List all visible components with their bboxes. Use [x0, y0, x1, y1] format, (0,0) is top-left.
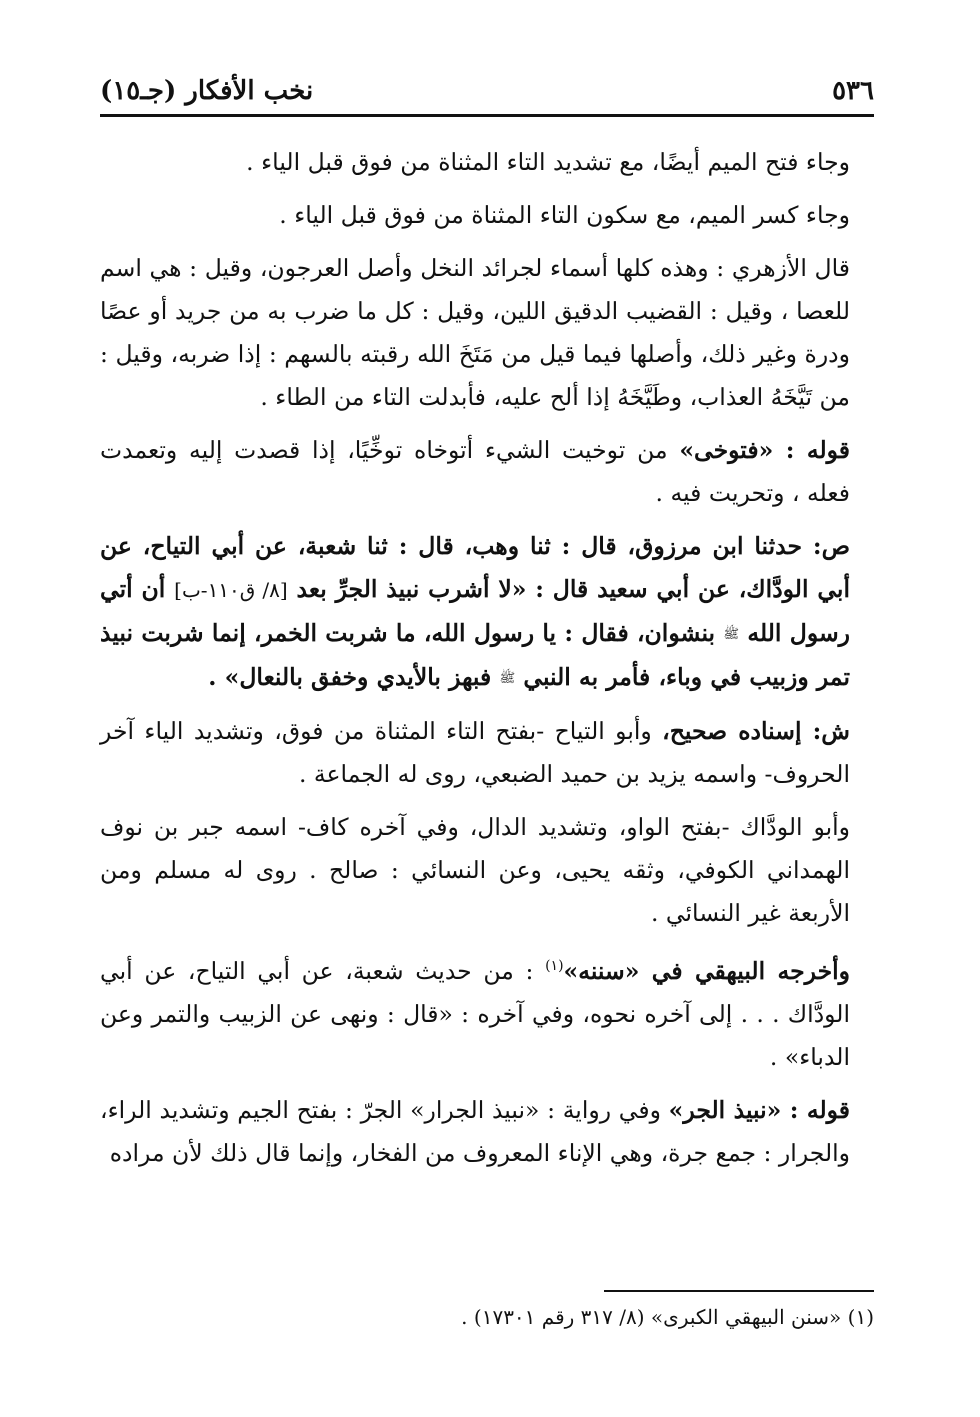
paragraph: قال الأزهري : وهذه كلها أسماء لجرائد النخل وأصل العرجون، وقيل : هي اسم للعصا ، وقيل : القضيب الدقيق اللين، وقيل : كل ما ضرب به من جريد أو عصًا ودرة وغير ذلك، وأصلها فيما قيل من مَتَخَ الله رقبته بالسهم : إذا ضربه، وقيل : من تَيَّخَهُ العذاب، وطَيَّخَهُ إذا ألح عليه، فأبدلت التاء من الطاء .	[100, 254, 850, 411]
document-page	[100, 70, 874, 1350]
commentary-lead: قوله : «نبيذ الجر»	[668, 1095, 850, 1124]
paragraph	[100, 1089, 874, 1175]
paragraph	[100, 710, 874, 796]
paragraph-text: : من حديث شعبة، عن أبي التياح، عن أبي الودَّاك . . . إلى آخره نحوه، وفي آخره : «قال : ونهى عن الزبيب والتمر وعن الدباء» .	[100, 956, 850, 1071]
hadith-text: أن أتي رسول الله	[100, 575, 850, 647]
hadith-text: ص: حدثنا ابن مرزوق، قال : ثنا وهب، قال : ثنا شعبة، عن أبي التياح، عن أبي الودَّاك، عن أبي سعيد قال : «لا أشرب نبيذ الجرِّ بعد	[100, 532, 851, 603]
page-number: ٥٣٦	[832, 76, 874, 106]
footnote-marker[interactable]: (١)	[545, 958, 564, 974]
salutation-glyph: ﷺ	[499, 671, 516, 686]
paragraph-text: من توخيت الشيء أتوخاه توخِّيًا، إذا قصدت إليه وتعمدت فعله ، وتحريت فيه .	[100, 436, 850, 507]
footnotes-section	[100, 1290, 874, 1332]
commentary-lead: ش: إسناده صحيح،	[662, 717, 850, 745]
commentary-lead: وأخرجه البيهقي في «سننه»	[563, 956, 850, 985]
commentary-lead: قوله : «فتوخى»	[679, 436, 850, 464]
paragraph: وجاء فتح الميم أيضًا، مع تشديد التاء المثناة من فوق قبل الياء .	[246, 148, 850, 176]
main-text	[100, 141, 874, 1175]
hadith-paragraph	[100, 525, 874, 700]
paragraph	[100, 429, 874, 515]
paragraph: وأبو الودَّاك -بفتح الواو، وتشديد الدال، وفي آخره كاف- اسمه جبر بن نوف الهمداني الكوفي، وثقه يحيى، وعن النسائي : صالح . روى له مسلم ومن الأربعة غير النسائي .	[100, 813, 850, 927]
paragraph-text: وفي رواية : «نبيذ الجرار» الجرّ : بفتح الجيم وتشديد الراء، والجرار : جمع جرة، وهي الإناء المعروف من الفخار، وإنما قال ذلك لأن مراده	[100, 1095, 850, 1167]
hadith-text: فبهز بالأيدي وخفق بالنعال» .	[208, 663, 492, 691]
paragraph: وجاء كسر الميم، مع سكون التاء المثناة من فوق قبل الياء .	[279, 201, 850, 229]
page-header	[100, 70, 874, 117]
manuscript-reference: [٨/ ق١١٠-ب]	[174, 578, 288, 602]
paragraph-text: وأبو التياح -بفتح التاء المثناة من فوق، وتشديد الياء آخر الحروف- واسمه يزيد بن حميد الضبعي، روى له الجماعة .	[100, 717, 850, 788]
hadith-text: بنشوان، فقال : يا رسول الله، ما شربت الخمر، إنما شربت نبيذ تمر وزبيب في وباء، فأمر به النبي	[100, 619, 850, 691]
running-title: نخب الأفكار (جـ١٥)	[100, 76, 314, 106]
salutation-glyph: ﷺ	[723, 627, 740, 642]
footnote: (١) «سنن البيهقي الكبرى» (٨/ ٣١٧ رقم ١٧٣٠١) .	[461, 1305, 874, 1329]
paragraph	[100, 945, 874, 1079]
footnote-divider	[604, 1290, 874, 1292]
